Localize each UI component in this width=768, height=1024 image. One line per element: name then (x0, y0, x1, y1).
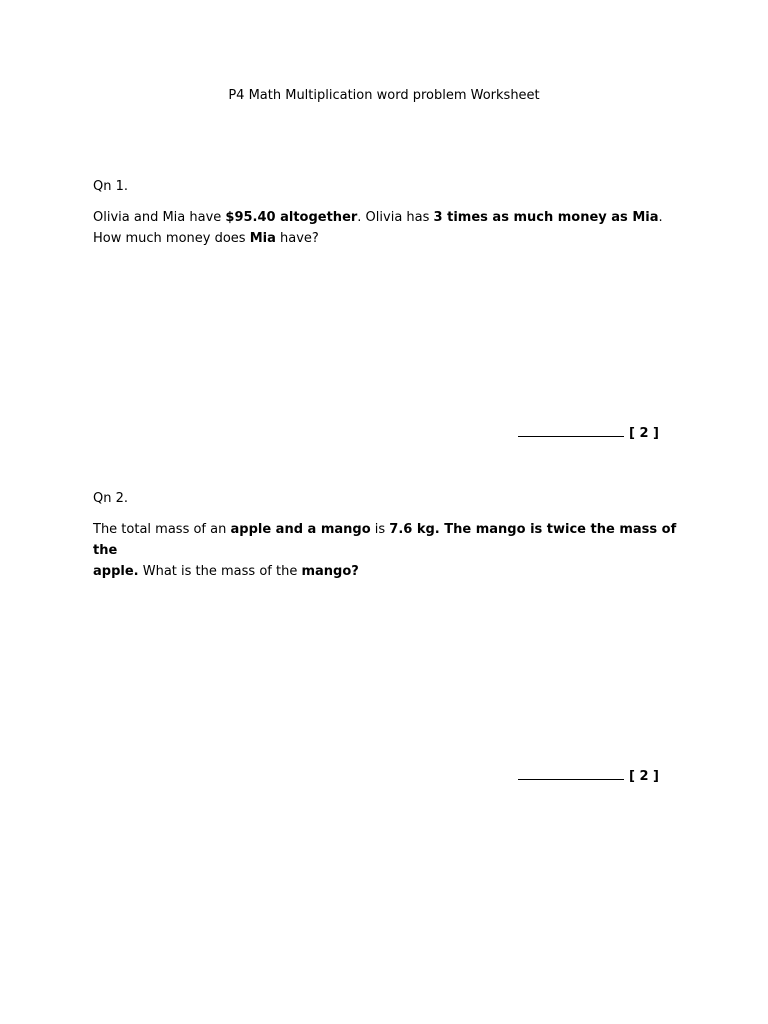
question-2-bold-run: mango? (301, 564, 359, 579)
question-2-text-run: What is the mass of the (138, 564, 302, 579)
question-2-text-run: is (370, 522, 390, 537)
question-1-bold-run: 3 times as much money as Mia (433, 210, 659, 225)
question-1-text-run: have? (275, 231, 319, 246)
question-2-line-2 (93, 561, 693, 582)
question-1-line-2 (93, 228, 693, 249)
question-1-text-run: How much money does (93, 231, 250, 246)
question-1-text (93, 207, 693, 249)
question-1-answer-area (518, 424, 668, 443)
question-2-text-run: The total mass of an (93, 522, 231, 537)
question-2-bold-run: 7.6 kg. The mango is twice the mass of the (93, 522, 677, 558)
worksheet-title: P4 Math Multiplication word problem Worksheet (228, 88, 540, 103)
question-1-text-run: Olivia and Mia have (93, 210, 226, 225)
question-2-bold-run: apple. (93, 564, 139, 579)
question-1-marks: [ 2 ] (629, 426, 659, 441)
question-1-bold-run: $95.40 altogether (225, 210, 358, 225)
question-2-label: Qn 2. (93, 491, 129, 506)
question-1-text-run: . Olivia has (357, 210, 434, 225)
question-1-label: Qn 1. (93, 179, 129, 194)
question-1-answer-blank[interactable] (518, 424, 624, 437)
question-2-answer-blank[interactable] (518, 767, 624, 780)
question-2-bold-run: apple and a mango (230, 522, 371, 537)
question-1-text-run: . (658, 210, 663, 225)
question-2-text (93, 519, 693, 582)
question-2-marks: [ 2 ] (629, 769, 659, 784)
question-2-line-1 (93, 519, 693, 561)
question-1-line-1 (93, 207, 693, 228)
question-1-bold-run: Mia (249, 231, 276, 246)
question-2-answer-area (518, 767, 668, 786)
